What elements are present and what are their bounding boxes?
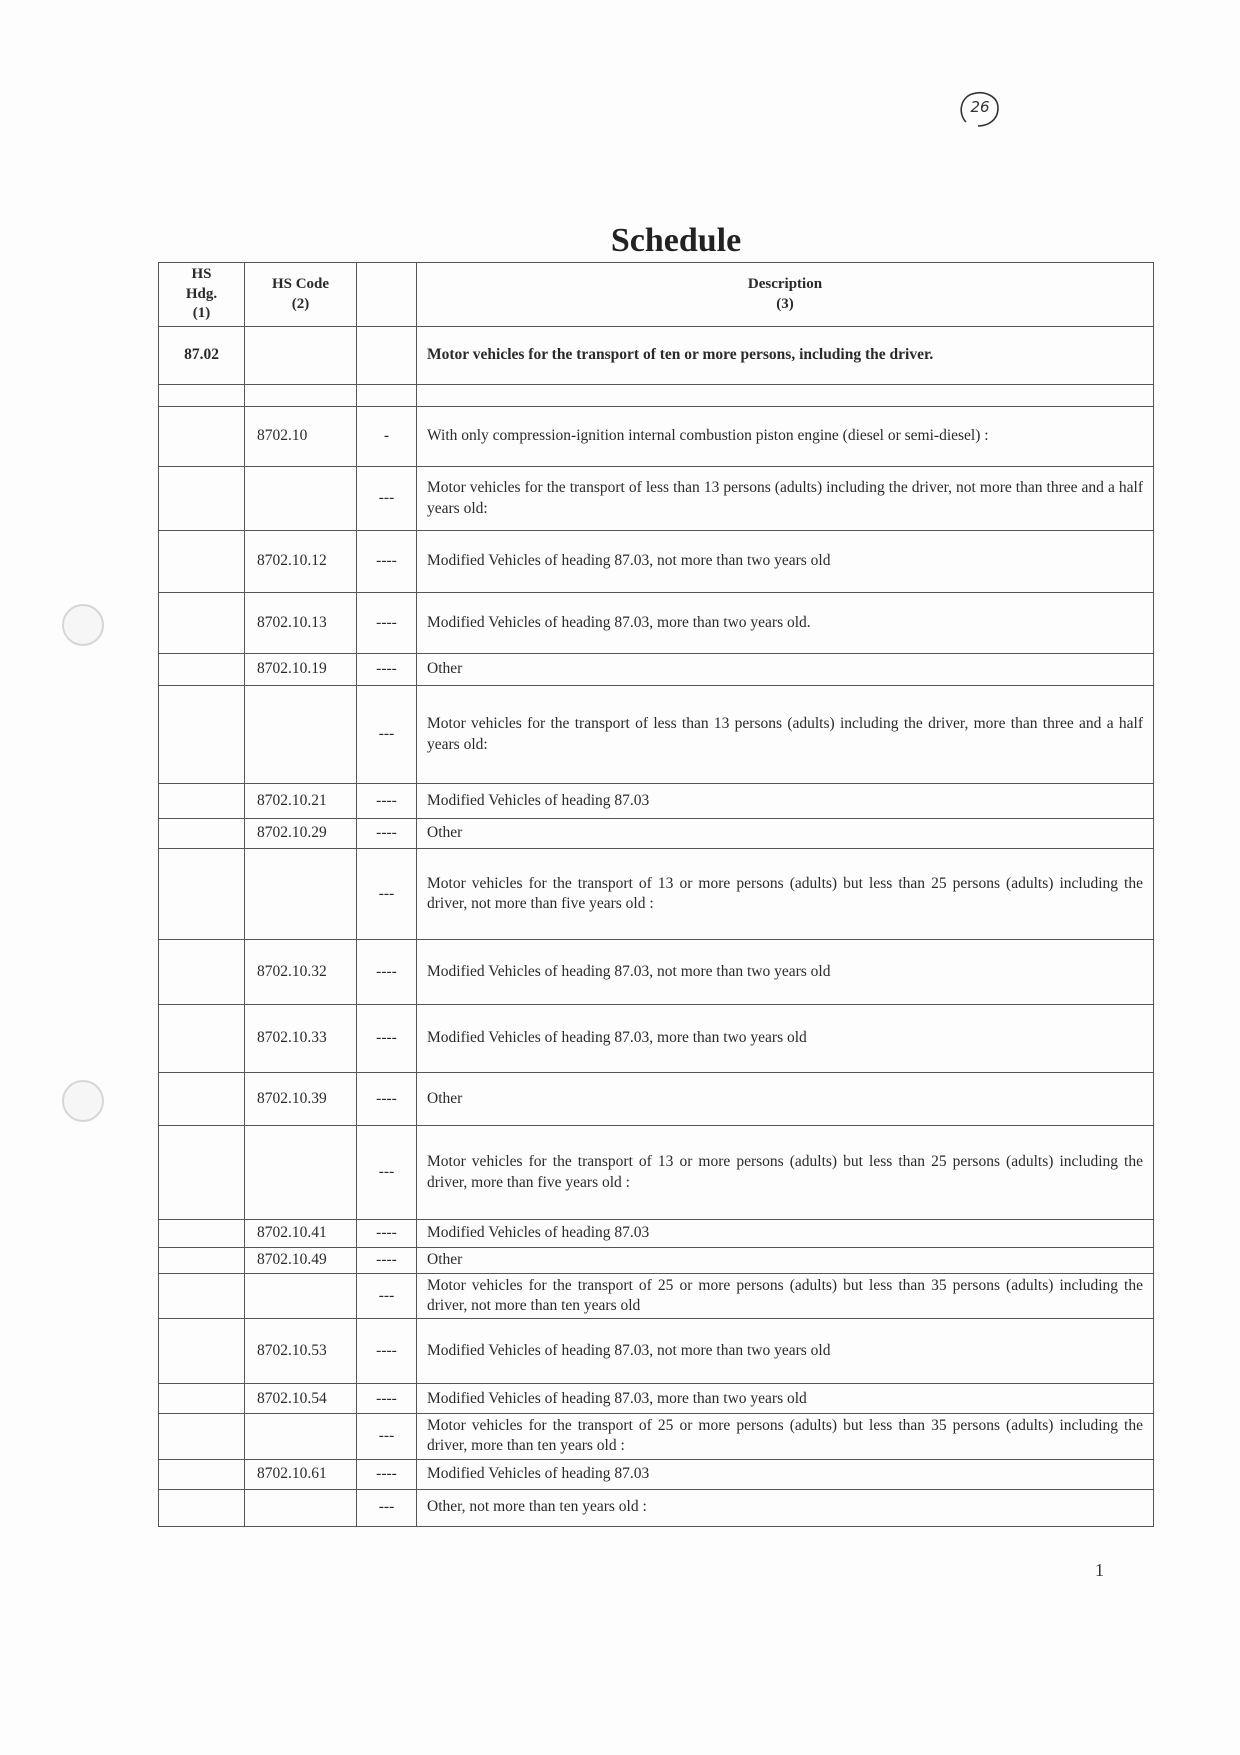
hs-code-cell <box>245 327 357 385</box>
table-row <box>159 385 1154 407</box>
hs-heading-cell <box>159 531 245 593</box>
punch-hole-top <box>62 604 104 646</box>
description-cell: Modified Vehicles of heading 87.03, not more than two years old <box>417 940 1154 1005</box>
hs-heading-cell <box>159 407 245 467</box>
hs-code-cell: 8702.10.39 <box>245 1073 357 1126</box>
hs-heading-cell <box>159 1248 245 1274</box>
hs-heading-cell <box>159 1073 245 1126</box>
table-row <box>159 327 1154 385</box>
hs-heading-cell <box>159 819 245 849</box>
table-row <box>159 1005 1154 1073</box>
header-code-line-2: (2) <box>291 295 310 312</box>
hs-code-cell: 8702.10 <box>245 407 357 467</box>
hs-heading-cell <box>159 849 245 940</box>
hs-code-cell <box>245 849 357 940</box>
table-row <box>159 849 1154 940</box>
level-dash-cell <box>357 385 417 407</box>
level-dash-cell: ---- <box>357 940 417 1005</box>
header-hdg-line-3: (1) <box>192 305 211 322</box>
hs-heading-cell <box>159 385 245 407</box>
hs-code-cell: 8702.10.33 <box>245 1005 357 1073</box>
level-dash-cell: --- <box>357 686 417 784</box>
table-row <box>159 1459 1154 1489</box>
description-cell: Motor vehicles for the transport of 13 or more persons (adults) but less than 25 persons (adults) including the driver, more than five years old : <box>417 1126 1154 1220</box>
description-cell: Modified Vehicles of heading 87.03, more than two years old <box>417 1384 1154 1414</box>
description-cell: Other, not more than ten years old : <box>417 1489 1154 1526</box>
hs-code-cell <box>245 467 357 531</box>
page-number: 1 <box>1095 1560 1104 1580</box>
level-dash-cell: --- <box>357 849 417 940</box>
table-row <box>159 1274 1154 1319</box>
table-row <box>159 1126 1154 1220</box>
level-dash-cell: ---- <box>357 654 417 686</box>
level-dash-cell: --- <box>357 1414 417 1459</box>
table-row <box>159 531 1154 593</box>
level-dash-cell: ---- <box>357 1248 417 1274</box>
hs-code-cell: 8702.10.32 <box>245 940 357 1005</box>
description-cell: Motor vehicles for the transport of less than 13 persons (adults) including the driver, not more than three and a half years old: <box>417 467 1154 531</box>
table-row <box>159 1319 1154 1384</box>
hs-heading-cell <box>159 467 245 531</box>
hs-code-cell: 8702.10.13 <box>245 593 357 654</box>
hs-code-cell: 8702.10.49 <box>245 1248 357 1274</box>
punch-hole-bottom <box>62 1080 104 1122</box>
hs-code-cell: 8702.10.54 <box>245 1384 357 1414</box>
hs-heading-cell <box>159 1126 245 1220</box>
hs-heading-cell <box>159 1220 245 1248</box>
description-cell: Modified Vehicles of heading 87.03 <box>417 1220 1154 1248</box>
table-row <box>159 467 1154 531</box>
table-header-row <box>159 263 1154 327</box>
table-row <box>159 784 1154 819</box>
description-cell: Modified Vehicles of heading 87.03 <box>417 784 1154 819</box>
description-cell: Motor vehicles for the transport of 25 or more persons (adults) but less than 35 persons (adults) including the driver, more than ten years old : <box>417 1414 1154 1459</box>
table-row <box>159 940 1154 1005</box>
header-hdg-line-1: HS <box>191 266 212 283</box>
description-cell: Motor vehicles for the transport of less than 13 persons (adults) including the driver, more than three and a half years old: <box>417 686 1154 784</box>
level-dash-cell: ---- <box>357 819 417 849</box>
table-row <box>159 1489 1154 1526</box>
column-header-dash <box>357 263 417 327</box>
description-cell <box>417 385 1154 407</box>
hs-heading-cell <box>159 1414 245 1459</box>
level-dash-cell: ---- <box>357 784 417 819</box>
hs-heading-cell <box>159 1384 245 1414</box>
description-cell: Modified Vehicles of heading 87.03, more than two years old <box>417 1005 1154 1073</box>
table-row <box>159 407 1154 467</box>
hs-code-cell: 8702.10.29 <box>245 819 357 849</box>
table-row <box>159 1384 1154 1414</box>
hs-code-cell <box>245 686 357 784</box>
hs-heading-cell: 87.02 <box>159 327 245 385</box>
hs-heading-cell <box>159 1319 245 1384</box>
level-dash-cell: --- <box>357 1274 417 1319</box>
description-cell: Other <box>417 1073 1154 1126</box>
description-cell: Other <box>417 1248 1154 1274</box>
schedule-table <box>158 262 1154 1527</box>
hs-code-cell: 8702.10.61 <box>245 1459 357 1489</box>
header-desc-line-2: (3) <box>776 295 794 312</box>
description-cell: Modified Vehicles of heading 87.03, more than two years old. <box>417 593 1154 654</box>
hs-heading-cell <box>159 784 245 819</box>
stamp-number: 26 <box>970 98 990 116</box>
level-dash-cell: ---- <box>357 1220 417 1248</box>
level-dash-cell: ---- <box>357 1005 417 1073</box>
description-cell: Modified Vehicles of heading 87.03, not more than two years old <box>417 531 1154 593</box>
hs-heading-cell <box>159 654 245 686</box>
column-header-description <box>417 263 1154 327</box>
level-dash-cell <box>357 327 417 385</box>
hs-heading-cell <box>159 940 245 1005</box>
table-row <box>159 686 1154 784</box>
description-cell: Motor vehicles for the transport of 25 or more persons (adults) but less than 35 persons (adults) including the driver, not more than ten years old <box>417 1274 1154 1319</box>
description-cell: Modified Vehicles of heading 87.03, not more than two years old <box>417 1319 1154 1384</box>
table-row <box>159 654 1154 686</box>
table-row <box>159 1220 1154 1248</box>
column-header-hs-code <box>245 263 357 327</box>
level-dash-cell: --- <box>357 467 417 531</box>
hs-code-cell: 8702.10.41 <box>245 1220 357 1248</box>
hs-code-cell <box>245 1489 357 1526</box>
header-hdg-line-2: Hdg. <box>185 285 218 302</box>
level-dash-cell: --- <box>357 1126 417 1220</box>
column-header-hs-hdg <box>159 263 245 327</box>
hs-code-cell: 8702.10.53 <box>245 1319 357 1384</box>
description-cell: Other <box>417 654 1154 686</box>
level-dash-cell: ---- <box>357 1384 417 1414</box>
table-row <box>159 1248 1154 1274</box>
hs-heading-cell <box>159 1489 245 1526</box>
hs-heading-cell <box>159 1274 245 1319</box>
hs-code-cell <box>245 385 357 407</box>
level-dash-cell: - <box>357 407 417 467</box>
hs-code-cell <box>245 1274 357 1319</box>
document-title: Schedule <box>610 222 742 259</box>
table-row <box>159 1414 1154 1459</box>
level-dash-cell: ---- <box>357 1319 417 1384</box>
table-row <box>159 819 1154 849</box>
hs-heading-cell <box>159 1005 245 1073</box>
hs-code-cell: 8702.10.12 <box>245 531 357 593</box>
hs-code-cell: 8702.10.21 <box>245 784 357 819</box>
hs-heading-cell <box>159 593 245 654</box>
description-cell: Motor vehicles for the transport of ten or more persons, including the driver. <box>417 327 1154 385</box>
description-cell: Other <box>417 819 1154 849</box>
level-dash-cell: ---- <box>357 593 417 654</box>
level-dash-cell: ---- <box>357 1459 417 1489</box>
hs-heading-cell <box>159 686 245 784</box>
hs-code-cell <box>245 1414 357 1459</box>
hs-code-cell: 8702.10.19 <box>245 654 357 686</box>
description-cell: With only compression-ignition internal combustion piston engine (diesel or semi-diesel) : <box>417 407 1154 467</box>
level-dash-cell: ---- <box>357 531 417 593</box>
description-cell: Motor vehicles for the transport of 13 or more persons (adults) but less than 25 persons (adults) including the driver, not more than five years old : <box>417 849 1154 940</box>
table-row <box>159 593 1154 654</box>
handwritten-page-stamp <box>958 90 1002 130</box>
hs-code-cell <box>245 1126 357 1220</box>
level-dash-cell: --- <box>357 1489 417 1526</box>
description-cell: Modified Vehicles of heading 87.03 <box>417 1459 1154 1489</box>
level-dash-cell: ---- <box>357 1073 417 1126</box>
header-desc-line-1: Description <box>747 276 823 292</box>
table-row <box>159 1073 1154 1126</box>
header-code-line-1: HS Code <box>271 276 330 292</box>
hs-heading-cell <box>159 1459 245 1489</box>
